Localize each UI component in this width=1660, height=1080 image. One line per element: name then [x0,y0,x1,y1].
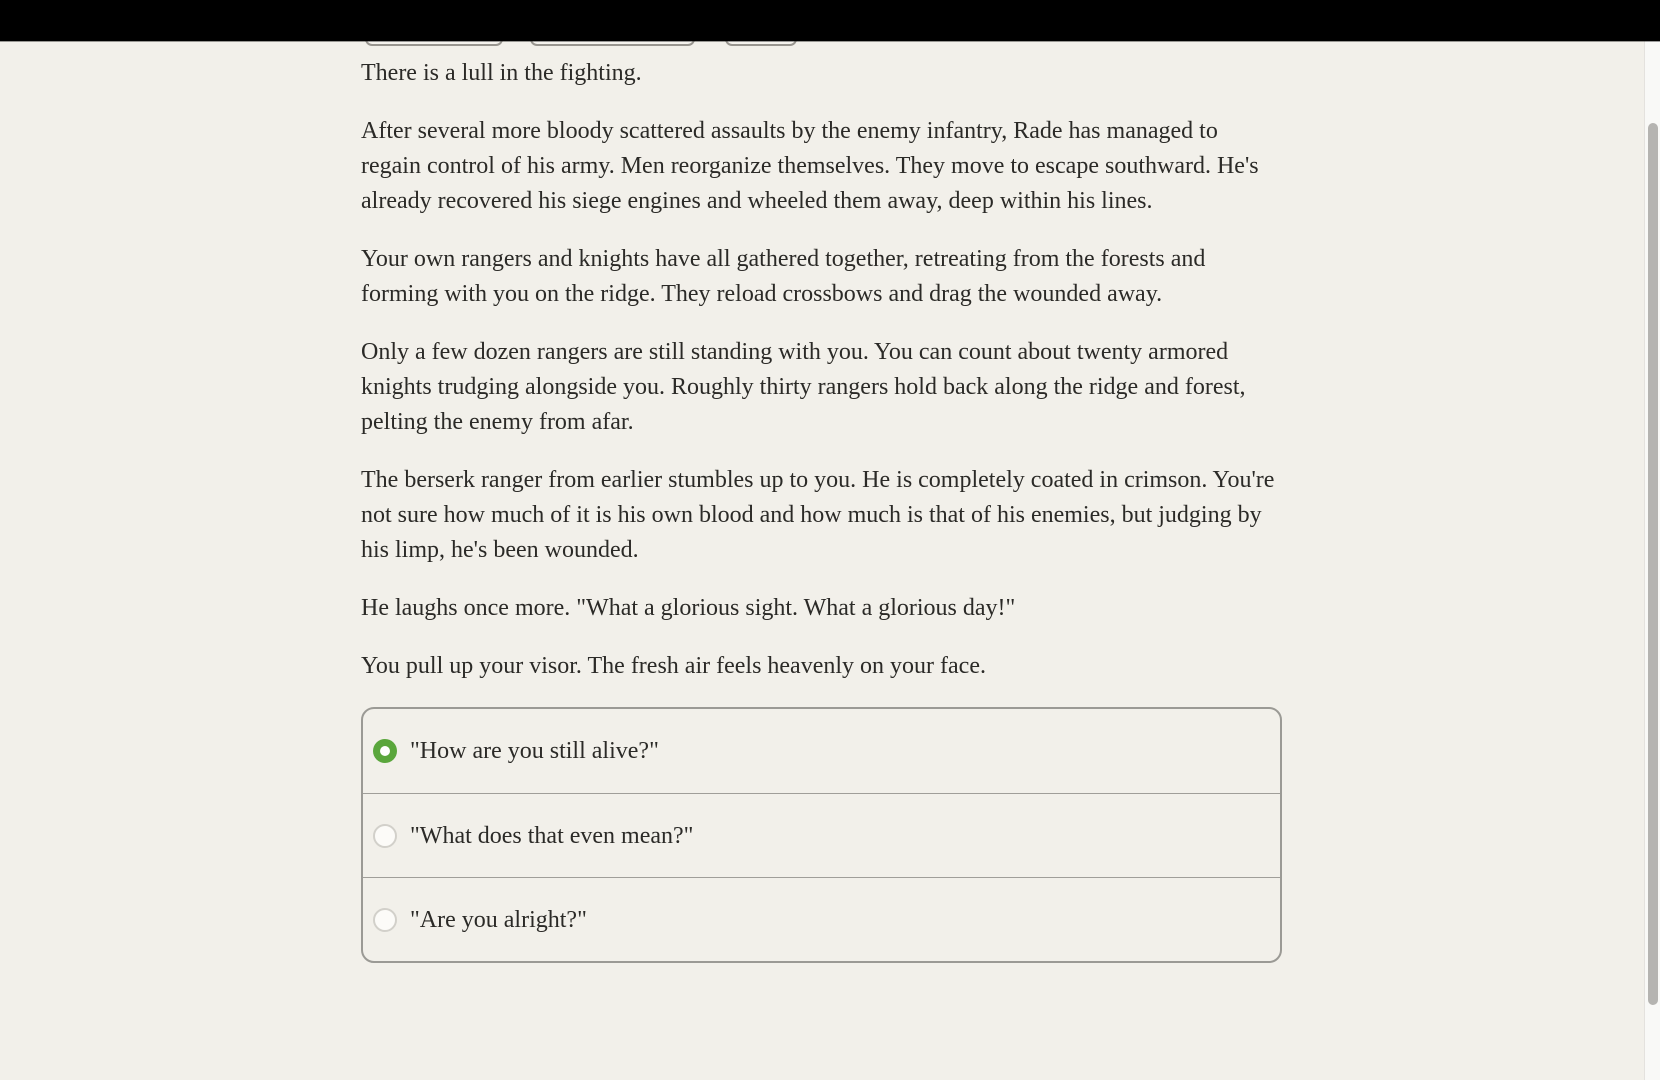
story-paragraph: You pull up your visor. The fresh air feels heavenly on your face. [361,653,986,679]
story-paragraph: The berserk ranger from earlier stumbles up to you. He is completely coated in crimson. You're not sure how much of it is his own blood and how much is that of his enemies, but judging by his limp, he's been wounded. [361,467,1275,563]
story-page [361,41,1282,963]
choice-option[interactable] [363,709,1280,793]
choice-label: "Are you alright?" [410,906,587,933]
story-text [361,56,1282,684]
story-paragraph: He laughs once more. "What a glorious sight. What a glorious day!" [361,595,1016,621]
choice-label: "How are you still alive?" [410,738,659,764]
radio-button-icon[interactable] [373,908,397,932]
top-black-bar [0,0,1660,41]
scrollbar-thumb[interactable] [1648,123,1658,1005]
story-paragraph: After several more bloody scattered assaults by the enemy infantry, Rade has managed to regain control of his army. Men reorganize themselves. They move to escape southward. He's already recovered his siege engines and wheeled them away, deep within his lines. [361,118,1259,214]
scrollbar-track[interactable] [1644,41,1660,1080]
choice-option[interactable] [363,793,1280,877]
choice-option[interactable] [363,877,1280,961]
story-paragraph: Your own rangers and knights have all gathered together, retreating from the forests and forming with you on the ridge. They reload crossbows and drag the wounded away. [361,246,1206,307]
radio-button-icon[interactable] [373,824,397,848]
story-paragraph: Only a few dozen rangers are still standing with you. You can count about twenty armored knights trudging alongside you. Roughly thirty rangers hold back along the ridge and forest, pelting the enemy from afar. [361,339,1246,435]
radio-button-selected-icon[interactable] [373,739,397,763]
choice-list [361,707,1282,963]
choice-label: "What does that even mean?" [410,822,694,849]
story-paragraph: There is a lull in the fighting. [361,60,642,86]
